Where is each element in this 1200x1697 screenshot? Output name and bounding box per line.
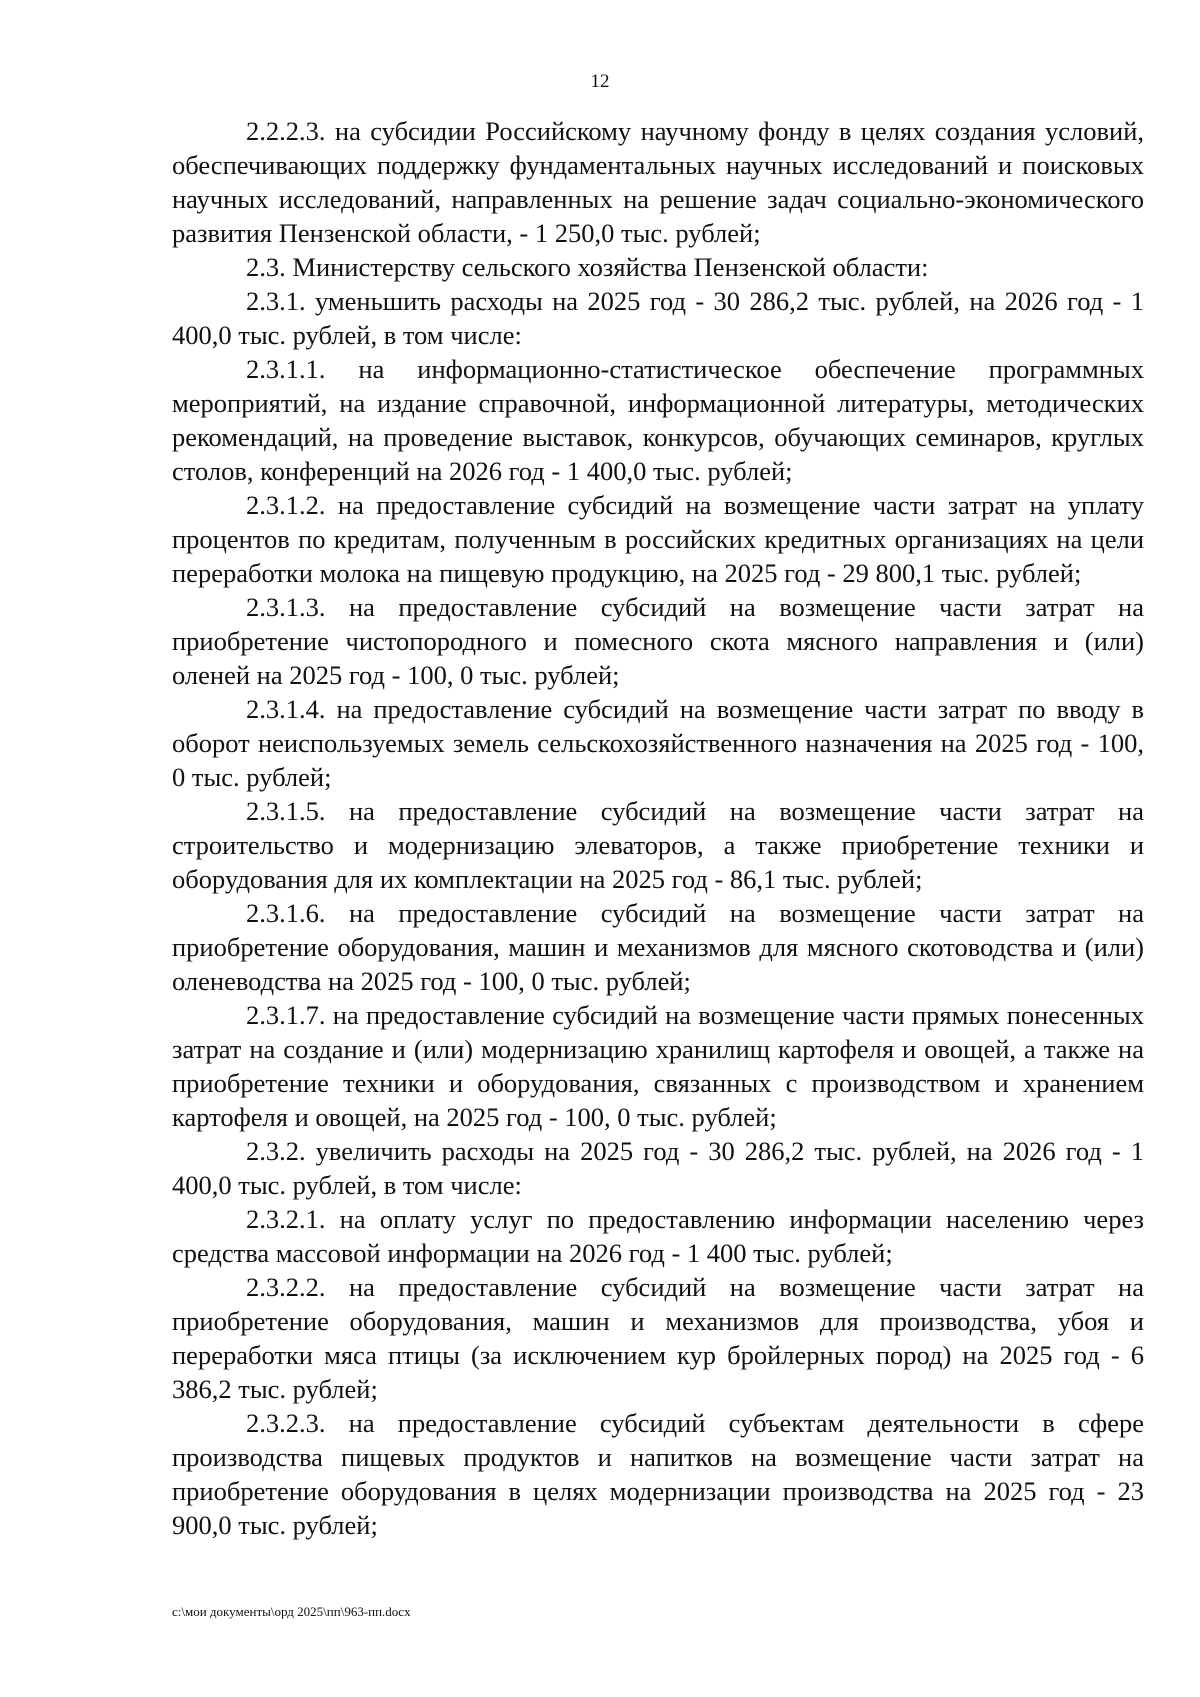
paragraph-2-3-1-5: 2.3.1.5. на предоставление субсидий на возмещение части затрат на строительство и модернизацию элеваторов, а также приобретение техники и оборудования для их комплектации на 2025 год - 86,1 тыс. рублей;	[172, 796, 1144, 894]
paragraph-2-3-2-3: 2.3.2.3. на предоставление субсидий субъектам деятельности в сфере производства пищевых продуктов и напитков на возмещение части затрат на приобретение оборудования в целях модернизации производства на 2025 год - 23 900,0 тыс. рублей;	[172, 1408, 1144, 1540]
paragraph-2-3-1: 2.3.1. уменьшить расходы на 2025 год - 30 286,2 тыс. рублей, на 2026 год - 1 400,0 тыс. рублей, в том числе:	[172, 286, 1144, 350]
page-number: 12	[590, 71, 610, 92]
paragraph-2-3-2: 2.3.2. увеличить расходы на 2025 год - 30 286,2 тыс. рублей, на 2026 год - 1 400,0 тыс. рублей, в том числе:	[172, 1136, 1144, 1200]
paragraph-2-3-1-2: 2.3.1.2. на предоставление субсидий на возмещение части затрат на уплату процентов по кредитам, полученным в российских кредитных организациях на цели переработки молока на пищевую продукцию, на 2025 год - 29 800,1 тыс. рублей;	[172, 490, 1144, 588]
paragraph-2-3-1-1: 2.3.1.1. на информационно-статистическое обеспечение программных мероприятий, на издание справочной, информационной литературы, методических рекомендаций, на проведение выставок, конкурсов, обучающих семинаров, круглых столов, конференций на 2026 год - 1 400,0 тыс. рублей;	[172, 354, 1144, 486]
paragraph-2-3-1-3: 2.3.1.3. на предоставление субсидий на возмещение части затрат на приобретение чистопородного и помесного скота мясного направления и (или) оленей на 2025 год - 100, 0 тыс. рублей;	[172, 592, 1144, 690]
paragraph-2-3-2-2: 2.3.2.2. на предоставление субсидий на возмещение части затрат на приобретение оборудования, машин и механизмов для производства, убоя и переработки мяса птицы (за исключением кур бройлерных пород) на 2025 год - 6 386,2 тыс. рублей;	[172, 1272, 1144, 1404]
paragraph-2-3-1-7: 2.3.1.7. на предоставление субсидий на возмещение части прямых понесенных затрат на создание и (или) модернизацию хранилищ картофеля и овощей, а также на приобретение техники и оборудования, связанных с производством и хранением картофеля и овощей, на 2025 год - 100, 0 тыс. рублей;	[172, 1000, 1144, 1132]
paragraph-2-3-2-1: 2.3.2.1. на оплату услуг по предоставлению информации населению через средства массовой информации на 2026 год - 1 400 тыс. рублей;	[172, 1204, 1144, 1268]
paragraph-2-2-2-3: 2.2.2.3. на субсидии Российскому научному фонду в целях создания условий, обеспечивающих поддержку фундаментальных научных исследований и поисковых научных исследований, направленных на решение задач социально-экономического развития Пензенской области, - 1 250,0 тыс. рублей;	[172, 116, 1144, 248]
paragraph-2-3-1-6: 2.3.1.6. на предоставление субсидий на возмещение части затрат на приобретение оборудования, машин и механизмов для мясного скотоводства и (или) оленеводства на 2025 год - 100, 0 тыс. рублей;	[172, 898, 1144, 996]
paragraph-2-3-1-4: 2.3.1.4. на предоставление субсидий на возмещение части затрат по вводу в оборот неиспользуемых земель сельскохозяйственного назначения на 2025 год - 100, 0 тыс. рублей;	[172, 694, 1144, 792]
paragraph-2-3: 2.3. Министерству сельского хозяйства Пензенской области:	[246, 252, 929, 282]
file-path-footer: c:\мои документы\орд 2025\пп\963-пп.docx	[172, 1604, 411, 1619]
document-body	[172, 114, 1144, 1542]
